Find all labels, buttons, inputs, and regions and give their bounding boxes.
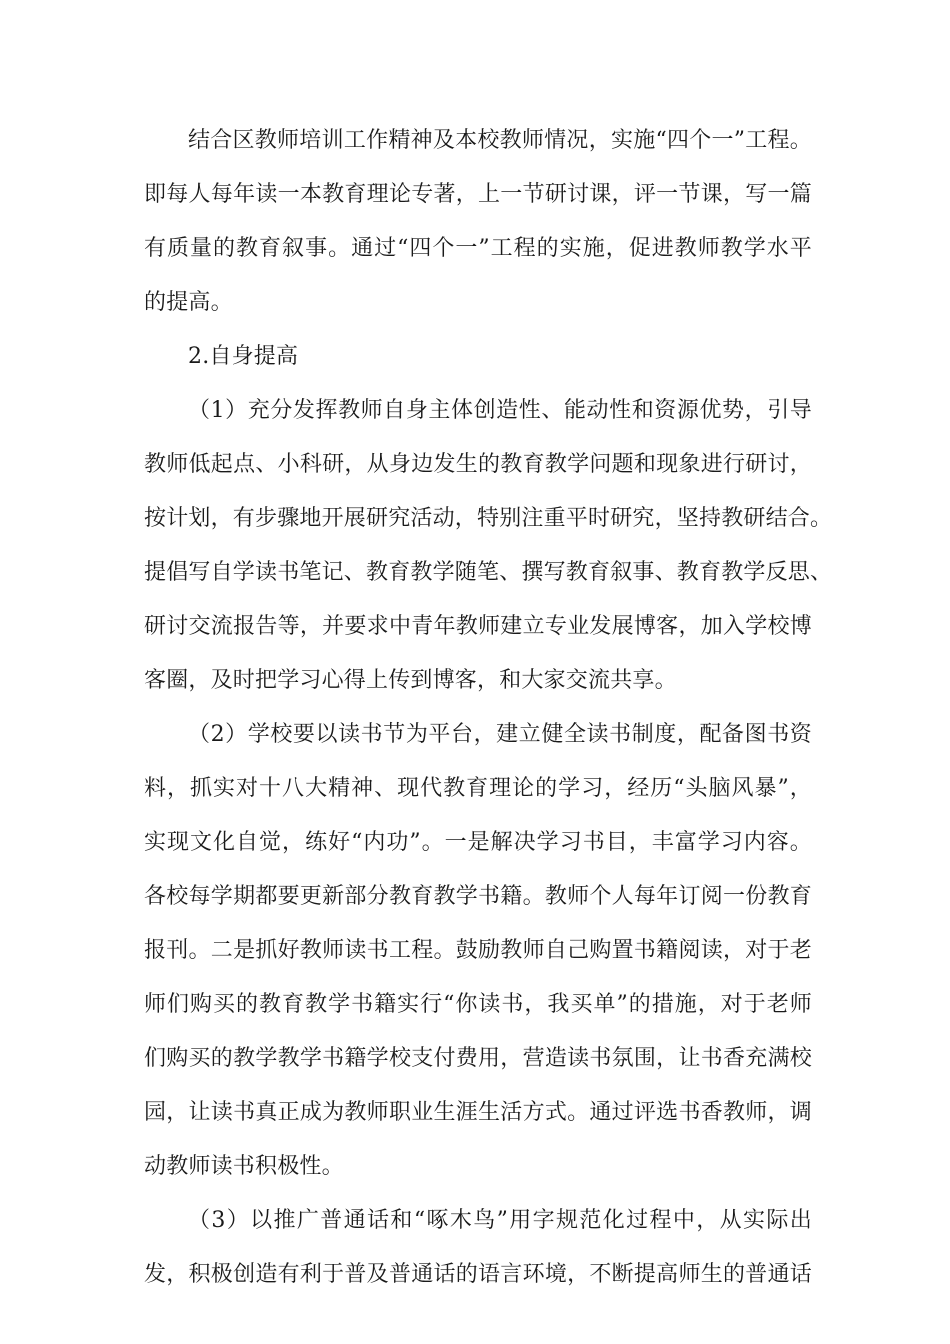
paragraph bbox=[144, 1194, 812, 1302]
text-line: 园，让读书真正成为教师职业生涯生活方式。通过评选书香教师，调 bbox=[144, 1100, 812, 1125]
text-line: 的提高。 bbox=[144, 290, 233, 315]
text-line: 有质量的教育叙事。通过“四个一”工程的实施，促进教师教学水平 bbox=[144, 236, 812, 261]
text-line: （1）充分发挥教师自身主体创造性、能动性和资源优势，引导 bbox=[188, 398, 812, 423]
text-line: 发，积极创造有利于普及普通话的语言环境，不断提高师生的普通话 bbox=[144, 1262, 812, 1287]
text-line: 料，抓实对十八大精神、现代教育理论的学习，经历“头脑风暴”， bbox=[144, 776, 812, 801]
text-line: 报刊。二是抓好教师读书工程。鼓励教师自己购置书籍阅读，对于老 bbox=[144, 938, 812, 963]
text-line: 各校每学期都要更新部分教育教学书籍。教师个人每年订阅一份教育 bbox=[144, 884, 812, 909]
text-line: 师们购买的教育教学书籍实行“你读书，我买单”的措施，对于老师 bbox=[144, 992, 812, 1017]
text-line: 实现文化自觉，练好“内功”。一是解决学习书目，丰富学习内容。 bbox=[144, 830, 812, 855]
paragraph bbox=[144, 384, 833, 708]
paragraph bbox=[144, 708, 812, 1194]
text-line: （3）以推广普通话和“啄木鸟”用字规范化过程中，从实际出 bbox=[188, 1208, 812, 1233]
text-line: （2）学校要以读书节为平台，建立健全读书制度，配备图书资 bbox=[188, 722, 812, 747]
text-line: 们购买的教学教学书籍学校支付费用，营造读书氛围，让书香充满校 bbox=[144, 1046, 812, 1071]
text-line: 结合区教师培训工作精神及本校教师情况，实施“四个一”工程。 bbox=[188, 128, 812, 153]
text-line: 提倡写自学读书笔记、教育教学随笔、撰写教育叙事、教育教学反思、 bbox=[144, 560, 833, 585]
body-text bbox=[144, 114, 833, 1302]
text-line: 按计划，有步骤地开展研究活动，特别注重平时研究，坚持教研结合。 bbox=[144, 506, 833, 531]
text-line: 即每人每年读一本教育理论专著，上一节研讨课，评一节课，写一篇 bbox=[144, 182, 812, 207]
section-heading bbox=[144, 330, 812, 384]
text-line: 客圈，及时把学习心得上传到博客，和大家交流共享。 bbox=[144, 668, 677, 693]
text-line: 教师低起点、小科研，从身边发生的教育教学问题和现象进行研讨， bbox=[144, 452, 812, 477]
text-line: 研讨交流报告等，并要求中青年教师建立专业发展博客，加入学校博 bbox=[144, 614, 812, 639]
text-line: 动教师读书积极性。 bbox=[144, 1154, 344, 1179]
paragraph bbox=[144, 114, 812, 330]
section-heading-text: 2.自身提高 bbox=[188, 344, 299, 369]
